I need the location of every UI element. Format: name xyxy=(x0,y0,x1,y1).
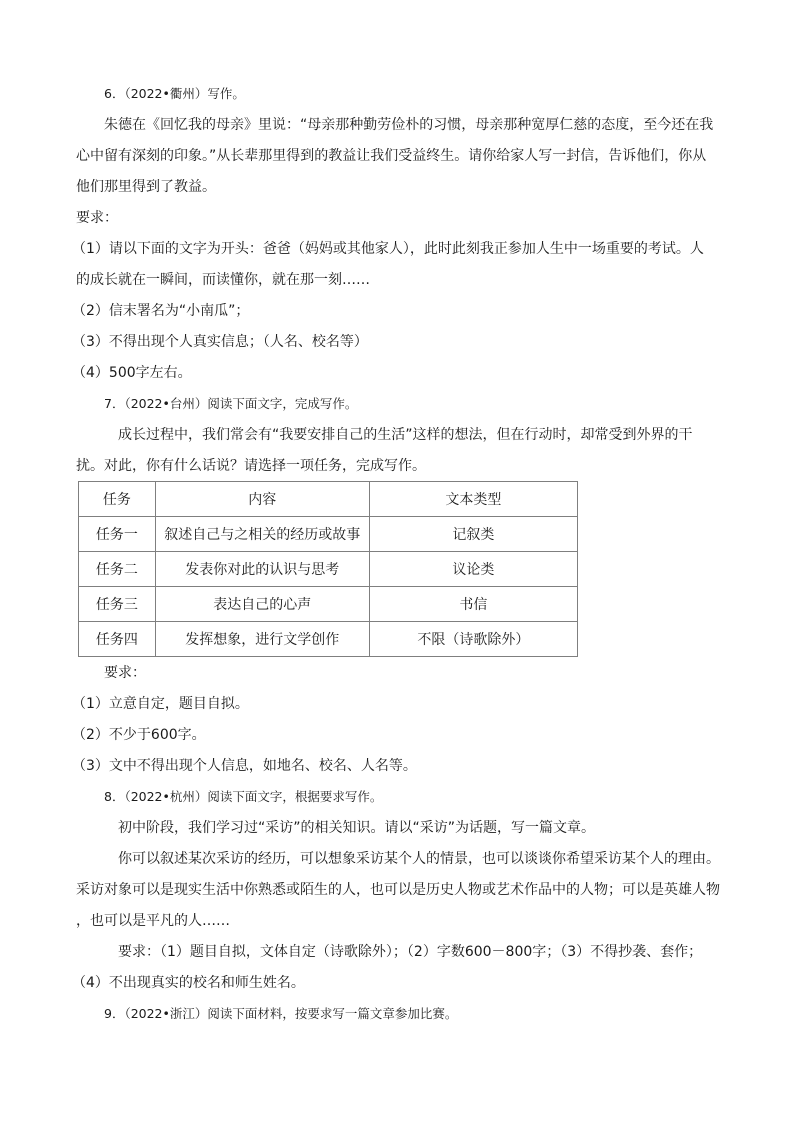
q6-requirements-title: 要求： xyxy=(76,210,118,226)
q8-requirements-1: 要求：（1）题目自拟，文体自定（诗歌除外）；（2）字数600－800字；（3）不得抄袭、套作； xyxy=(118,944,703,960)
table-cell: 议论类 xyxy=(369,552,577,587)
table-cell: 任务三 xyxy=(79,587,156,622)
task-table-header-row xyxy=(79,482,578,517)
q8-line-2: 你可以叙述某次采访的经历，可以想象采访某个人的情景，也可以谈谈你希望采访某个人的理由。 xyxy=(118,851,720,867)
table-row xyxy=(79,517,578,552)
q7-requirement-3: （3）文中不得出现个人信息，如地名、校名、人名等。 xyxy=(72,758,417,774)
table-cell: 不限（诗歌除外） xyxy=(369,622,577,657)
q7-line-2: 扰。对此，你有什么话说？请选择一项任务，完成写作。 xyxy=(76,458,426,474)
table-cell: 发表你对此的认识与思考 xyxy=(155,552,369,587)
q8-requirements-2: （4）不出现真实的校名和师生姓名。 xyxy=(72,975,305,991)
table-header-cell: 文本类型 xyxy=(369,482,577,517)
q8-line-3: 采访对象可以是现实生活中你熟悉或陌生的人，也可以是历史人物或艺术作品中的人物；可以是英雄人物 xyxy=(76,882,720,898)
q8-line-1: 初中阶段，我们学习过“采访”的相关知识。请以“采访”为话题，写一篇文章。 xyxy=(118,820,596,836)
q6-line-3: 他们那里得到了教益。 xyxy=(76,179,216,195)
q7-requirement-1: （1）立意自定，题目自拟。 xyxy=(72,696,249,712)
table-row xyxy=(79,622,578,657)
table-cell: 叙述自己与之相关的经历或故事 xyxy=(155,517,369,552)
q9-heading: 9．（2022•浙江）阅读下面材料，按要求写一篇文章参加比赛。 xyxy=(104,1006,458,1021)
q6-requirement-4: （4）500字左右。 xyxy=(72,365,192,381)
q6-requirement-1b: 的成长就在一瞬间，而读懂你，就在那一刻…… xyxy=(76,272,370,288)
q6-requirement-2: （2）信末署名为“小南瓜”； xyxy=(72,303,250,319)
table-row xyxy=(79,552,578,587)
table-cell: 发挥想象，进行文学创作 xyxy=(155,622,369,657)
q8-line-4: ，也可以是平凡的人…… xyxy=(76,913,230,929)
table-header-cell: 任务 xyxy=(79,482,156,517)
q6-line-2: 心中留有深刻的印象。”从长辈那里得到的教益让我们受益终生。请你给家人写一封信，告诉他们，你从 xyxy=(76,148,707,164)
q6-heading: 6．（2022•衢州）写作。 xyxy=(104,86,245,101)
table-header-cell: 内容 xyxy=(155,482,369,517)
table-cell: 任务四 xyxy=(79,622,156,657)
table-cell: 任务一 xyxy=(79,517,156,552)
q8-heading: 8．（2022•杭州）阅读下面文字，根据要求写作。 xyxy=(104,789,383,804)
table-cell: 记叙类 xyxy=(369,517,577,552)
q7-heading: 7．（2022•台州）阅读下面文字，完成写作。 xyxy=(104,396,358,411)
q7-requirement-2: （2）不少于600字。 xyxy=(72,727,206,743)
table-cell: 任务二 xyxy=(79,552,156,587)
q6-line-1: 朱德在《回忆我的母亲》里说：“母亲那种勤劳俭朴的习惯，母亲那种宽厚仁慈的态度，至今还在我 xyxy=(104,117,714,133)
task-table xyxy=(78,481,578,657)
q6-requirement-1a: （1）请以下面的文字为开头：爸爸（妈妈或其他家人），此时此刻我正参加人生中一场重要的考试。人 xyxy=(72,241,704,257)
q7-line-1: 成长过程中，我们常会有“我要安排自己的生活”这样的想法，但在行动时，却常受到外界的干 xyxy=(118,427,693,443)
table-row xyxy=(79,587,578,622)
q6-requirement-3: （3）不得出现个人真实信息；（人名、校名等） xyxy=(72,334,368,350)
q7-requirements-title: 要求： xyxy=(104,665,146,681)
table-cell: 书信 xyxy=(369,587,577,622)
table-cell: 表达自己的心声 xyxy=(155,587,369,622)
